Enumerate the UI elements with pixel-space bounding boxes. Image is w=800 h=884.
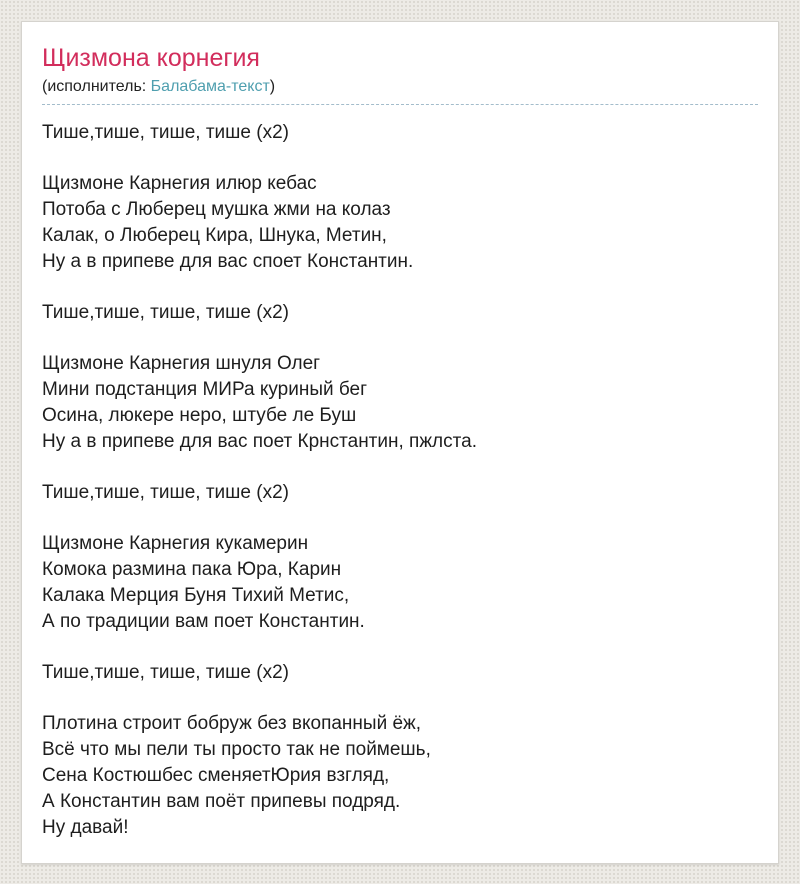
artist-line xyxy=(42,77,758,97)
lyrics-line: Тише,тише, тише, тише (х2) xyxy=(42,661,289,683)
artist-suffix: ) xyxy=(269,77,276,95)
lyrics-line: Потоба с Люберец мушка жми на колаз xyxy=(42,198,391,220)
lyrics-line: Комока размина пака Юра, Карин xyxy=(42,558,342,580)
song-title: Щизмона корнегия xyxy=(42,44,260,72)
lyrics-line: Ну а в припеве для вас поет Крнстантин, пжлста. xyxy=(42,430,477,452)
lyrics-text xyxy=(42,120,758,841)
lyrics-line: Ну давай! xyxy=(42,816,129,838)
lyrics-line: Тише,тише, тише, тише (х2) xyxy=(42,121,289,143)
lyrics-line: Тише,тише, тише, тише (х2) xyxy=(42,301,289,323)
lyrics-stanza xyxy=(42,531,758,635)
lyrics-stanza xyxy=(42,351,758,455)
lyrics-card xyxy=(21,21,779,864)
lyrics-stanza xyxy=(42,711,758,841)
lyrics-line: Калак, о Люберец Кира, Шнука, Метин, xyxy=(42,224,387,246)
artist-label: (исполнитель: xyxy=(42,77,151,95)
lyrics-line: Мини подстанция МИРа куриный бег xyxy=(42,378,368,400)
lyrics-line: Ну а в припеве для вас споет Константин. xyxy=(42,250,414,272)
lyrics-line: А Константин вам поёт припевы подряд. xyxy=(42,790,401,812)
lyrics-line: Щизмоне Карнегия илюр кебас xyxy=(42,172,317,194)
lyrics-line: Сена Костюшбес сменяетЮрия взгляд, xyxy=(42,764,390,786)
lyrics-line: Плотина строит бобруж без вкопанный ёж, xyxy=(42,712,422,734)
lyrics-stanza xyxy=(42,171,758,275)
lyrics-stanza xyxy=(42,120,758,146)
lyrics-stanza xyxy=(42,480,758,506)
lyrics-stanza xyxy=(42,660,758,686)
lyrics-line: Осина, люкере неро, штубе ле Буш xyxy=(42,404,357,426)
lyrics-line: Калака Мерция Буня Тихий Метис, xyxy=(42,584,350,606)
song-header xyxy=(42,44,758,105)
lyrics-line: Всё что мы пели ты просто так не поймешь, xyxy=(42,738,431,760)
lyrics-line: Тише,тише, тише, тише (х2) xyxy=(42,481,289,503)
artist-link[interactable]: Балабама-текст xyxy=(150,77,270,95)
lyrics-line: Щизмоне Карнегия шнуля Олег xyxy=(42,352,321,374)
lyrics-line: Щизмоне Карнегия кукамерин xyxy=(42,532,309,554)
lyrics-stanza xyxy=(42,300,758,326)
lyrics-line: А по традиции вам поет Константин. xyxy=(42,610,365,632)
